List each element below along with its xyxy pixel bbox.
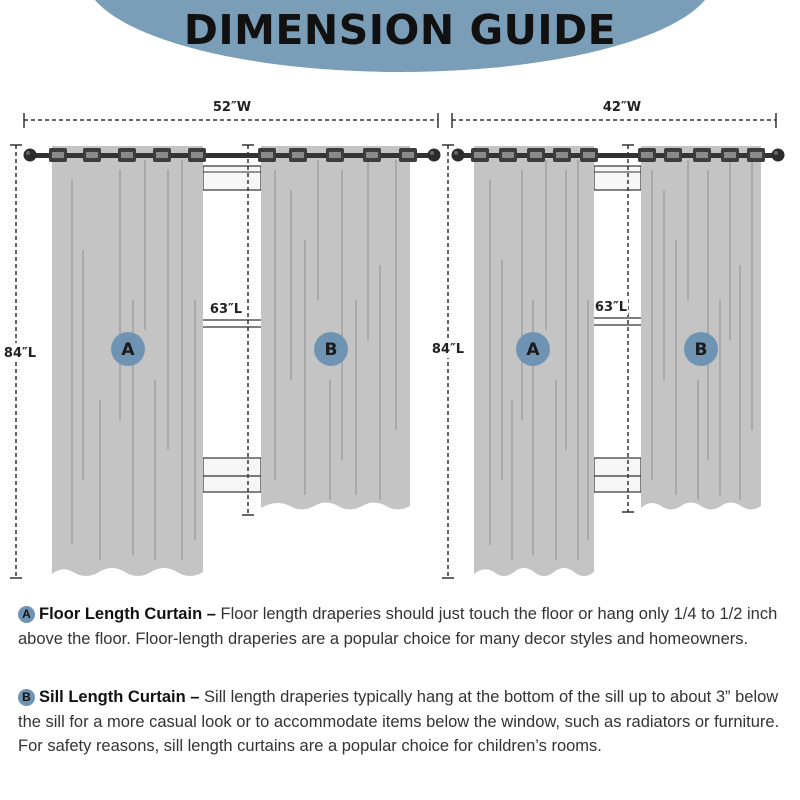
- window-frame-right: [594, 166, 641, 492]
- svg-text:B: B: [694, 340, 708, 360]
- width-label-left: 52″W: [212, 100, 252, 115]
- window-frame-left: [203, 166, 261, 492]
- sill-length-label-left: 63″L: [209, 302, 243, 317]
- badge-a-left: [111, 332, 145, 366]
- floor-length-title: Floor Length Curtain –: [39, 605, 216, 623]
- floor-length-label-right: 84″L: [431, 342, 465, 357]
- svg-text:A: A: [121, 340, 135, 360]
- curtain-panel-b-left: [261, 146, 410, 510]
- sill-length-dimension-right: [592, 145, 634, 512]
- floor-length-label-left: 84″L: [3, 346, 37, 361]
- badge-b-left: [314, 332, 348, 366]
- floor-length-dimension-right: [428, 145, 468, 578]
- sill-length-text: Sill length draperies typically hang at the bottom of the sill up to about 3” below the sill for a more casual look or to accommodate items below the window, such as radiators or furniture. For safety reasons, sill length curtains are a popular choice for children’s rooms.: [18, 688, 780, 755]
- width-dimension-right: [452, 98, 776, 128]
- svg-text:B: B: [324, 340, 338, 360]
- sill-length-description: [18, 685, 788, 759]
- curtain-rod-right: [452, 148, 785, 162]
- width-label-right: 42″W: [602, 100, 642, 115]
- right-curtain-set: [428, 98, 785, 578]
- page-title: DIMENSION GUIDE: [183, 6, 617, 54]
- badge-b-right: [684, 332, 718, 366]
- badge-a-icon: A: [18, 606, 35, 623]
- sill-length-title: Sill Length Curtain –: [39, 688, 200, 706]
- badge-a-right: [516, 332, 550, 366]
- svg-text:A: A: [526, 340, 540, 360]
- floor-length-text: Floor length draperies should just touch the floor or hang only 1/4 to 1/2 inch above the floor. Floor-length draperies are a popular choice for many decor styles and homeowners.: [18, 605, 778, 648]
- floor-length-dimension-left: [2, 145, 42, 578]
- left-curtain-set: [2, 98, 441, 578]
- curtain-rod-left: [24, 148, 441, 162]
- curtain-panel-b-right: [641, 146, 761, 510]
- sill-length-label-right: 63″L: [594, 300, 628, 315]
- width-dimension-left: [24, 98, 438, 128]
- badge-b-icon: B: [18, 689, 35, 706]
- floor-length-description: [18, 602, 788, 651]
